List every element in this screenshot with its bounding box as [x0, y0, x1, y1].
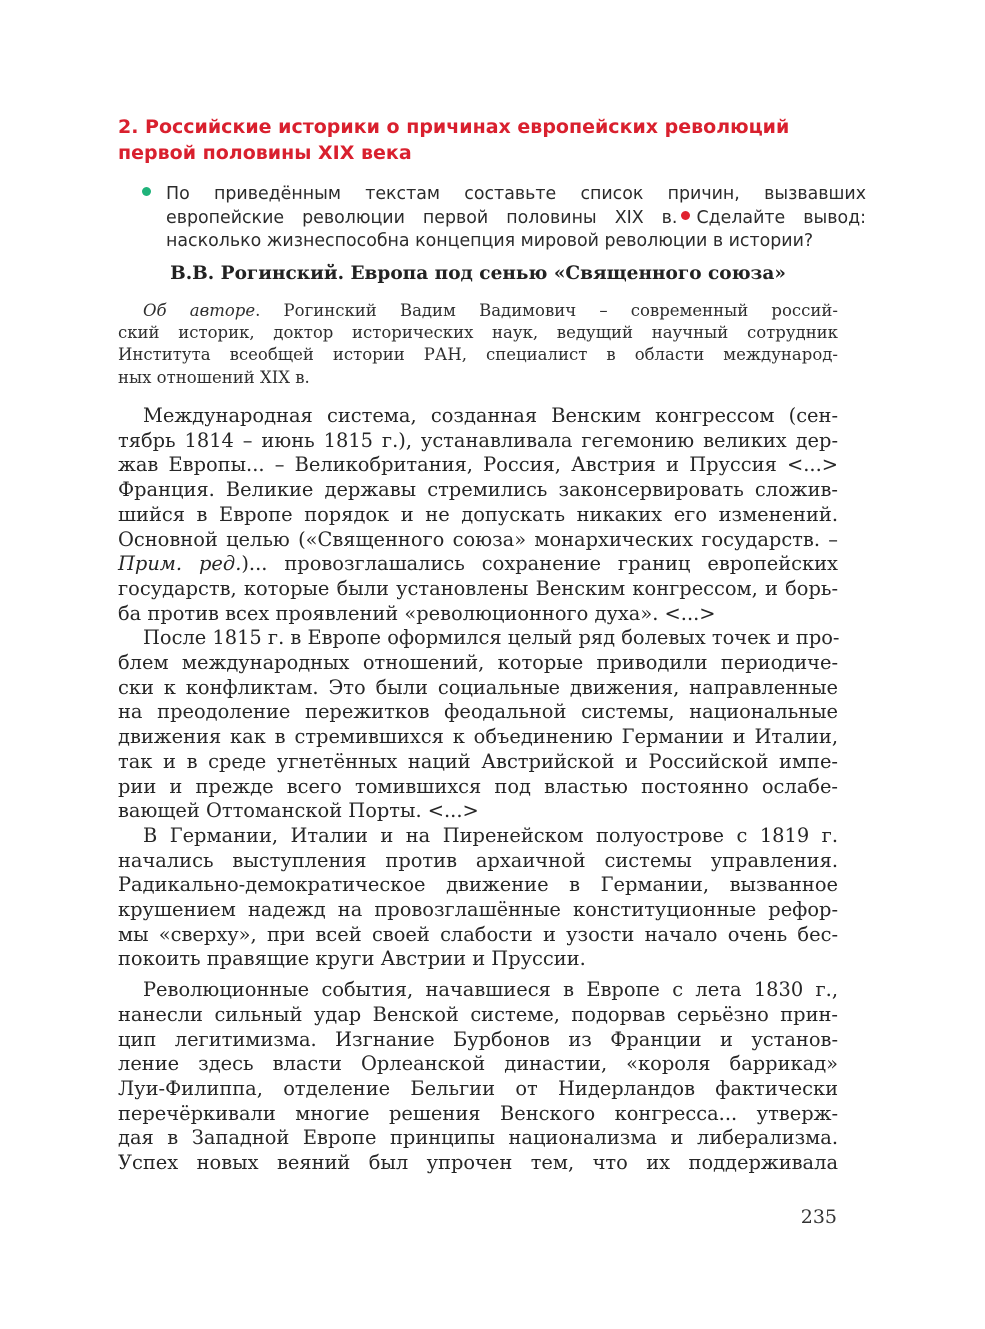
about-line-4: ных отношений XIX в.	[118, 367, 310, 387]
text-line: движения как в стремившихся к объединению Германии и Италии,	[118, 725, 838, 749]
text-line: Основной целью («Священного союза» монархических государств. –	[118, 527, 838, 551]
about-line-2: ский историк, доктор исторических наук, ведущий научный сотрудник	[118, 323, 838, 343]
text-line: государств, которые были установлены Венским конгрессом, и борь-	[118, 576, 838, 600]
text-line: мы «сверху», при всей своей слабости и узости начало очень бес-	[118, 922, 838, 946]
text-line: так и в среде угнетённых наций Австрийской и Российской импе-	[118, 749, 838, 773]
section-title-line-1: 2. Российские историки о причинах европейских революций	[118, 116, 790, 138]
about-line-1: Об авторе. Рогинский Вадим Вадимович – современный россий-	[143, 301, 838, 320]
green-bullet-icon	[142, 187, 151, 196]
text-line: ски к конфликтам. Это были социальные движения, направленные	[118, 675, 838, 699]
text-line: Франция. Великие державы стремились законсервировать сложив-	[118, 478, 838, 502]
page-number: 235	[800, 1206, 837, 1228]
about-label: Об авторе	[143, 301, 256, 320]
text-line: вающей Оттоманской Порты. <...>	[118, 799, 479, 823]
text-line: После 1815 г. в Европе оформился целый ряд болевых точек и про-	[143, 626, 840, 650]
text-line: рии и прежде всего томившихся под властью постоянно ослабе-	[118, 774, 838, 798]
text-line: шийся в Европе порядок и не допускать никаких его изменений.	[118, 502, 838, 526]
text-line: начались выступления против архаичной системы управления.	[118, 848, 838, 872]
paragraph-2	[118, 626, 838, 824]
text-line: нанесли сильный удар Венской системе, подорвав серьёзно прин-	[118, 1002, 838, 1026]
text-line: на преодоление пережитков феодальной системы, национальные	[118, 700, 838, 724]
editor-note: Прим. ред.	[118, 552, 242, 576]
text-line: цип легитимизма. Изгнание Бурбонов из Франции и установ-	[118, 1027, 838, 1051]
text-line: перечёркивали многие решения Венского конгресса... утверж-	[118, 1101, 838, 1125]
text-line: крушением надежд на провозглашённые конституционные рефор-	[118, 898, 838, 922]
task-block	[140, 183, 866, 254]
paragraph-1	[118, 404, 838, 626]
text-line: покоить правящие круги Австрии и Пруссии.	[118, 947, 586, 971]
text-line: ба против всех проявлений «революционного духа». <...>	[118, 601, 716, 625]
document-title: В.В. Рогинский. Европа под сенью «Священного союза»	[170, 263, 786, 284]
paragraph-4	[118, 978, 838, 1176]
text-line: Международная система, созданная Венским конгрессом (сен-	[143, 404, 838, 427]
main-text	[118, 404, 838, 1176]
text-line: В Германии, Италии и на Пиренейском полуострове с 1819 г.	[143, 823, 838, 847]
task-line-1: По приведённым текстам составьте список причин, вызвавших	[166, 183, 866, 207]
section-title	[118, 114, 838, 166]
text-line: тябрь 1814 – июнь 1815 г.), устанавливала гегемонию великих дер-	[118, 428, 838, 452]
text-line: ление здесь власти Орлеанской династии, «короля баррикад»	[118, 1052, 838, 1076]
paragraph-3	[118, 824, 838, 972]
text-line: Радикально-демократическое движение в Германии, вызванное	[118, 873, 838, 897]
task-line-3: насколько жизнеспособна концепция мировой революции в истории?	[166, 231, 814, 251]
text-line: жав Европы... – Великобритания, Россия, Австрия и Пруссия <...>	[118, 453, 838, 477]
task-line-2: европейские революции первой половины XIX в. Сделайте вывод:	[166, 207, 866, 228]
text-line: Прим. ред.)... провозглашались сохранение границ европейских	[118, 552, 838, 576]
about-author	[118, 300, 838, 389]
text-line: дая в Западной Европе принципы национализма и либерализма.	[118, 1126, 838, 1150]
text-line: Революционные события, начавшиеся в Европе с лета 1830 г.,	[143, 978, 838, 1002]
text-line: Луи-Филиппа, отделение Бельгии от Нидерландов фактически	[118, 1076, 838, 1100]
text-line: блем международных отношений, которые приводили периодиче-	[118, 651, 838, 675]
about-line-3: Института всеобщей истории РАН, специалист в области международ-	[118, 345, 838, 365]
text-line: Успех новых веяний был упрочен тем, что их поддерживала	[118, 1151, 838, 1175]
section-title-line-2: первой половины XIX века	[118, 142, 412, 164]
red-bullet-icon	[681, 211, 690, 220]
